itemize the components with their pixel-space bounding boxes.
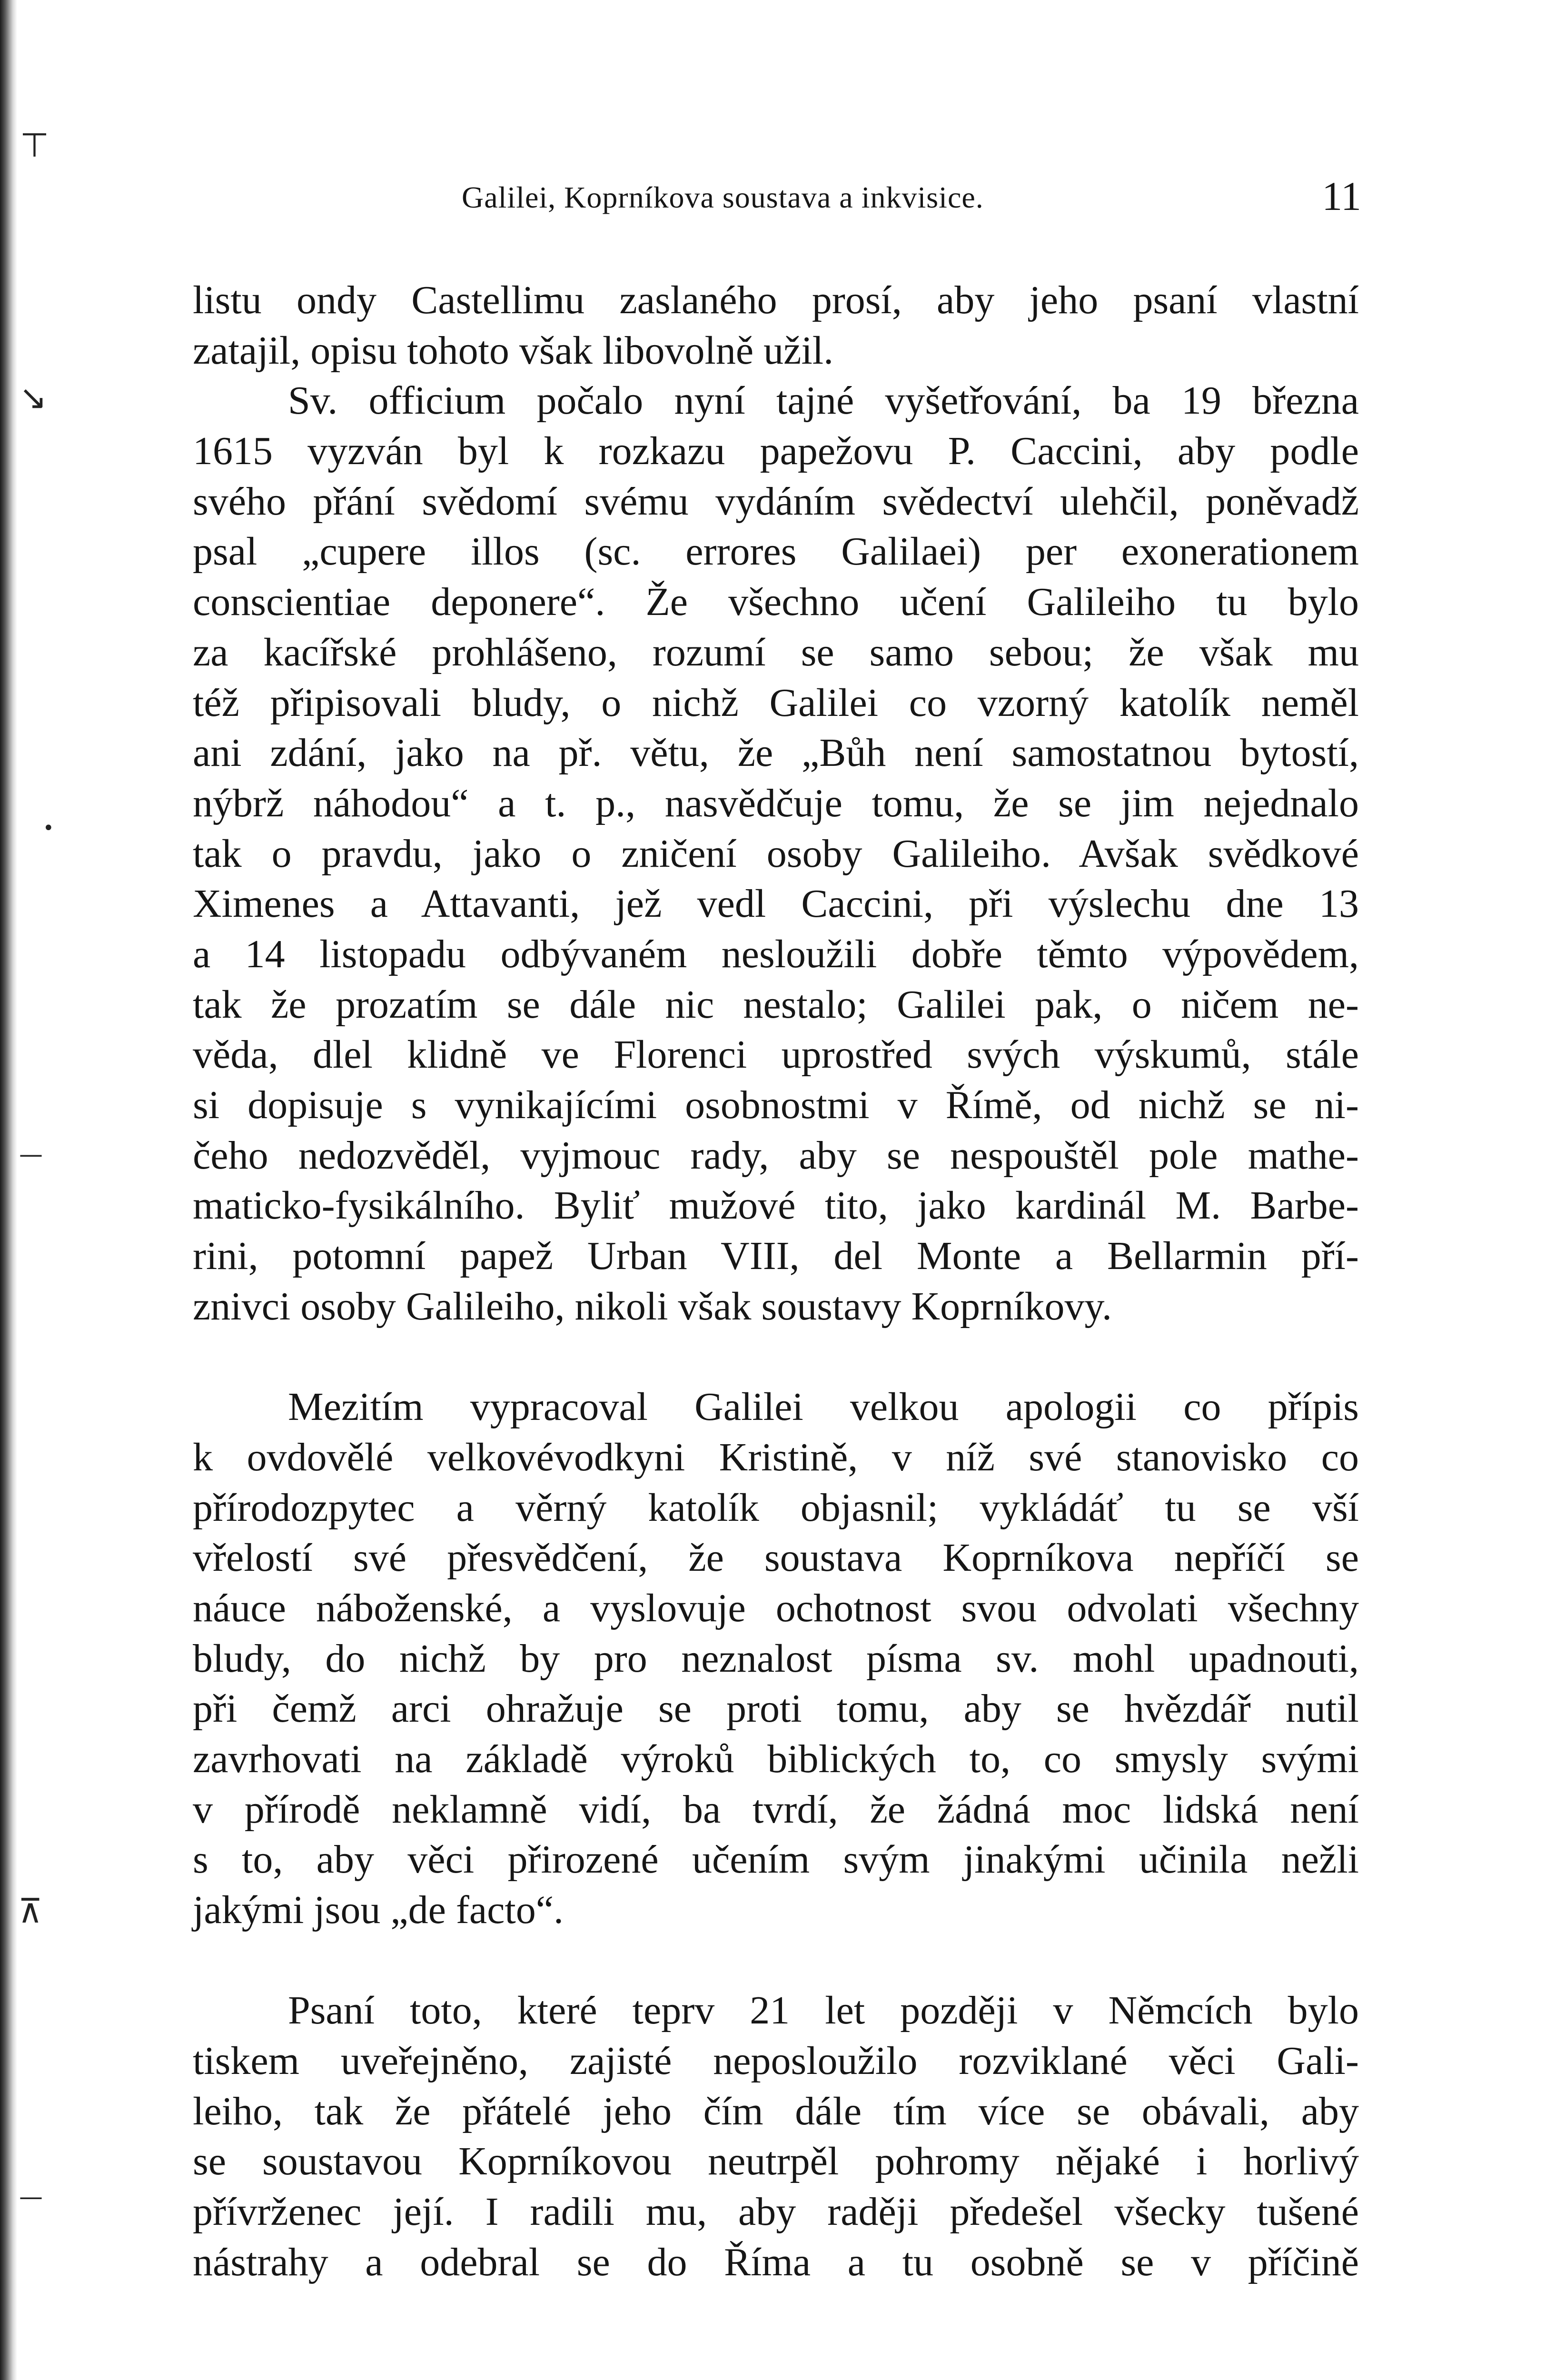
text-line: conscientiae deponere“. Že všechno učení Galileiho tu bylo: [193, 580, 1359, 625]
text-line: bludy, do nichž by pro neznalost písma sv. mohl upadnouti,: [193, 1636, 1359, 1681]
text-line: se soustavou Koprníkovou neutrpěl pohromy nějaké i horlivý: [193, 2139, 1359, 2184]
paragraph-gap: [193, 1331, 1359, 1382]
text-line: za kacířské prohlášeno, rozumí se samo sebou; že však mu: [193, 630, 1359, 674]
margin-mark-4: —: [19, 1140, 43, 1168]
text-line: Psaní toto, které teprv 21 let později v Němcích bylo: [288, 1988, 1359, 2033]
text-line: psal „cupere illos (sc. errores Galilaei) per exonerationem: [193, 529, 1359, 574]
text-line: 1615 vyzván byl k rozkazu papežovu P. Caccini, aby podle: [193, 429, 1359, 474]
margin-mark-1: ⊤: [20, 126, 49, 165]
margin-mark-5: ⊼: [18, 1892, 43, 1931]
text-line: přírodozpytec a věrný katolík objasnil; vykládáť tu se vší: [193, 1485, 1359, 1530]
text-line: listu ondy Castellimu zaslaného prosí, aby jeho psaní vlastní: [193, 278, 1359, 322]
text-line: zavrhovati na základě výroků biblických to, co smysly svými: [193, 1736, 1359, 1781]
margin-mark-3: •: [43, 817, 54, 839]
text-line: znivci osoby Galileiho, nikoli však soustavy Koprníkovy.: [193, 1284, 1112, 1329]
text-line: ani zdání, jako na př. větu, že „Bůh není samostatnou bytostí,: [193, 731, 1359, 775]
text-line: tak že prozatím se dále nic nestalo; Galilei pak, o ničem ne-: [193, 982, 1359, 1027]
text-line: zatajil, opisu tohoto však libovolně užil.: [193, 328, 834, 373]
text-line: svého přání svědomí svému vydáním svědectví ulehčil, poněvadž: [193, 479, 1359, 524]
text-line: v přírodě neklamně vidí, ba tvrdí, že žádná moc lidská není: [193, 1787, 1359, 1832]
text-line: Ximenes a Attavanti, jež vedl Caccini, při výslechu dne 13: [193, 882, 1359, 926]
text-line: věda, dlel klidně ve Florenci uprostřed svých výskumů, stále: [193, 1032, 1359, 1077]
text-line: rini, potomní papež Urban VIII, del Monte a Bellarmin pří-: [193, 1234, 1359, 1279]
paragraph: [193, 275, 1359, 376]
text-line: nýbrž náhodou“ a t. p., nasvědčuje tomu, že se jim nejednalo: [193, 781, 1359, 825]
paragraph: [193, 376, 1359, 1331]
margin-mark-6: —: [19, 2183, 43, 2211]
text-line: přívrženec její. I radili mu, aby raději předešel všecky tušené: [193, 2190, 1359, 2234]
text-line: k ovdovělé velkovévodkyni Kristině, v níž své stanovisko co: [193, 1435, 1359, 1479]
text-line: jakými jsou „de facto“.: [193, 1888, 564, 1932]
text-line: s to, aby věci přirozené učením svým jinakými učinila nežli: [193, 1837, 1359, 1882]
text-line: nástrahy a odebral se do Říma a tu osobně se v příčině: [193, 2240, 1359, 2284]
text-line: čeho nedozvěděl, vyjmouc rady, aby se nespouštěl pole mathe-: [193, 1133, 1359, 1178]
running-header: Galilei, Koprníkova soustava a inkvisice.: [462, 180, 984, 214]
paragraph-gap: [193, 1935, 1359, 1986]
text-line: si dopisuje s vynikajícími osobnostmi v Římě, od nichž se ni-: [193, 1083, 1359, 1127]
text-line: Mezitím vypracoval Galilei velkou apologii co přípis: [288, 1385, 1359, 1429]
text-line: při čemž arci ohražuje se proti tomu, aby se hvězdář nutil: [193, 1686, 1359, 1731]
text-line: též připisovali bludy, o nichž Galilei co vzorný katolík neměl: [193, 680, 1359, 725]
text-line: náuce náboženské, a vyslovuje ochotnost svou odvolati všechny: [193, 1586, 1359, 1630]
text-line: vřelostí své přesvědčení, že soustava Koprníkova nepříčí se: [193, 1536, 1359, 1580]
page-binding-edge: [0, 0, 17, 2380]
text-line: maticko-fysikálního. Byliť mužové tito, jako kardinál M. Barbe-: [193, 1183, 1359, 1228]
text-line: leiho, tak že přátelé jeho čím dále tím více se obávali, aby: [193, 2089, 1359, 2133]
text-line: tiskem uveřejněno, zajisté neposloužilo rozviklané věci Gali-: [193, 2039, 1359, 2083]
paragraph: [193, 1985, 1359, 2287]
body-text: [193, 275, 1359, 2288]
text-line: tak o pravdu, jako o zničení osoby Galileiho. Avšak svědkové: [193, 831, 1359, 876]
text-line: Sv. officium počalo nyní tajné vyšetřování, ba 19 března: [288, 378, 1359, 423]
page-number: 11: [1322, 173, 1361, 219]
paragraph: [193, 1382, 1359, 1935]
text-line: a 14 listopadu odbývaném nesloužili dobře těmto výpovědem,: [193, 932, 1359, 976]
margin-mark-2: ↘: [19, 378, 47, 417]
